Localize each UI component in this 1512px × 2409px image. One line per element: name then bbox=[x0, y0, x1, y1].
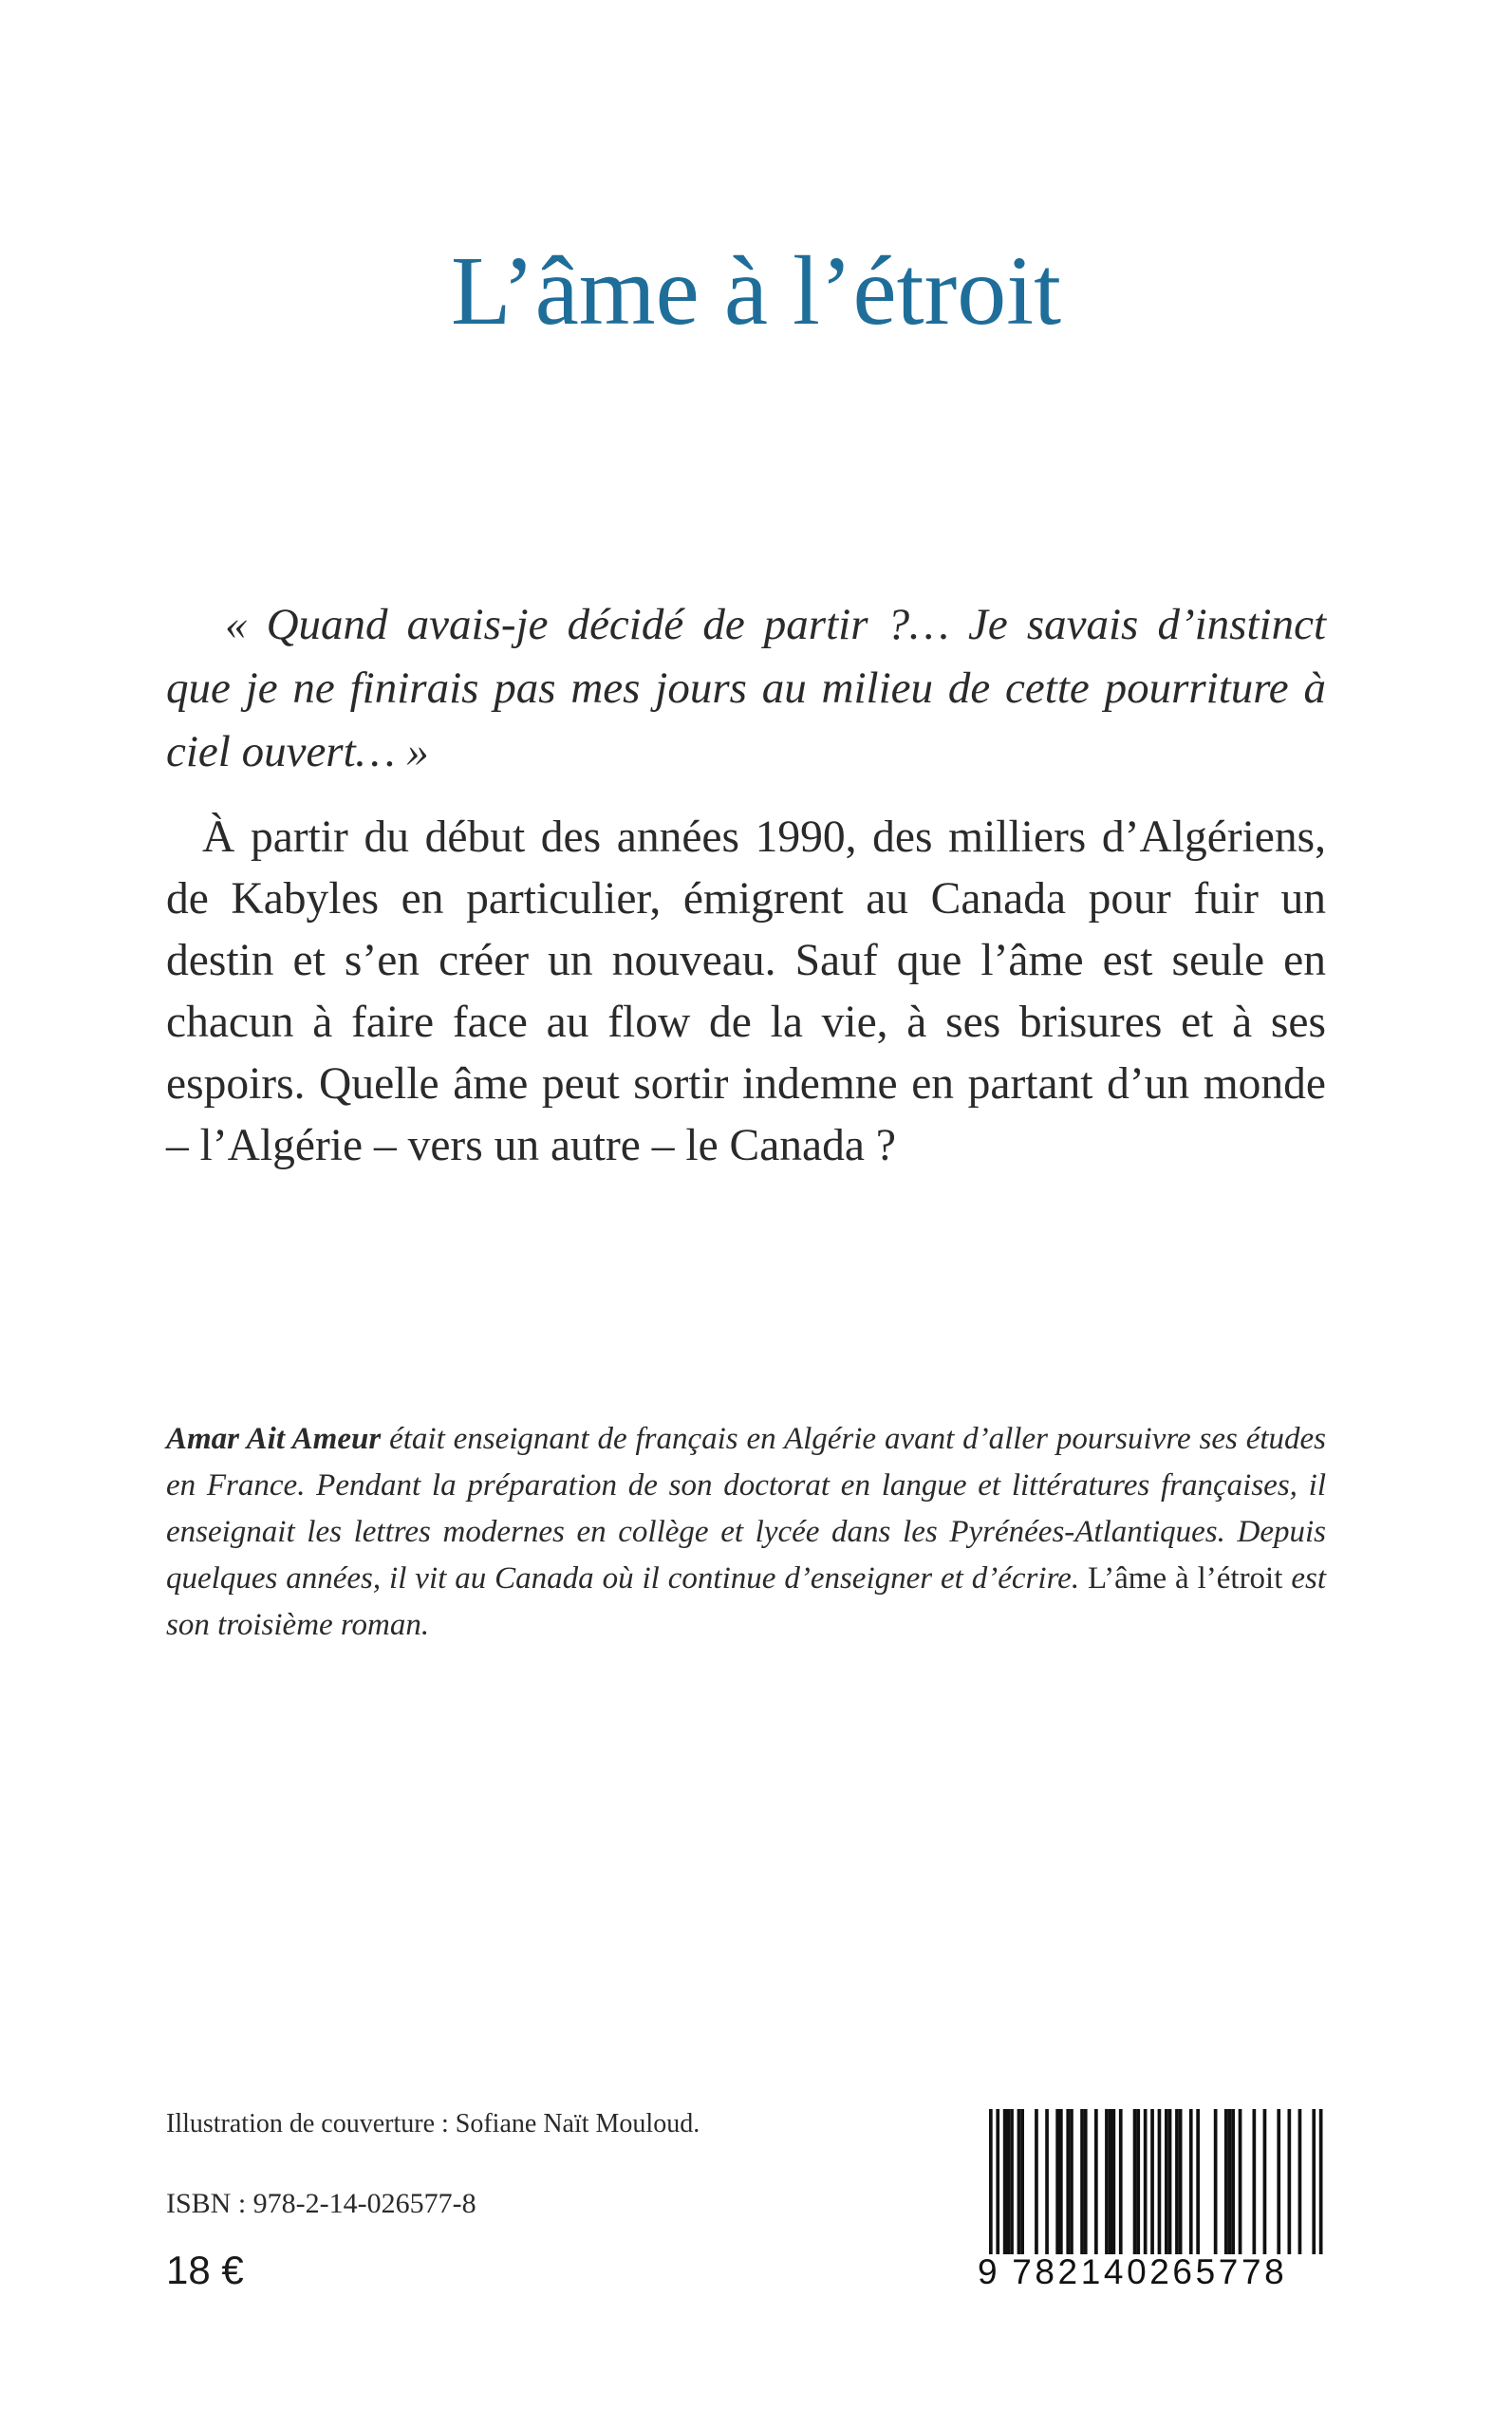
barcode-bar bbox=[1144, 2109, 1148, 2266]
barcode-bar bbox=[1214, 2109, 1218, 2266]
barcode-bar bbox=[1070, 2109, 1073, 2266]
barcode-bar bbox=[1109, 2109, 1112, 2266]
barcode-bar bbox=[1003, 2109, 1007, 2266]
barcode-bar bbox=[1010, 2109, 1014, 2266]
barcode-bar bbox=[1066, 2109, 1070, 2266]
barcode-bar bbox=[1084, 2109, 1088, 2266]
summary: À partir du début des années 1990, des milliers d’Algériens, de Kabyles en particulier, émigrent au Canada pour fuir un destin et s’en créer un nouveau. Sauf que l’âme est seule en chacun à faire face au flow de la vie, à ses brisures et à ses espoirs. Quelle âme peut sortir indemne en partant d’un monde – l’Algérie – vers un autre – le Canada ? bbox=[166, 812, 1326, 1170]
bio-text-1: était enseignant de français en Algérie avant d’aller poursuivre ses études en France. Pendant la préparation de son doctorat en langue et littératures françaises, il enseignait les lettres modernes en collège et lycée dans les Pyrénées-Atlantiques. Depuis quelques années, il vit au Canada où il continue d’enseigner et d’écrire. bbox=[166, 1422, 1326, 1596]
barcode-bar bbox=[1196, 2109, 1200, 2266]
barcode-digits bbox=[968, 2254, 1334, 2289]
barcode-bar bbox=[1231, 2109, 1235, 2266]
barcode-bar bbox=[1298, 2109, 1302, 2266]
barcode-bar bbox=[1119, 2109, 1123, 2266]
barcode-first-digit: 9 bbox=[978, 2252, 1001, 2291]
isbn: ISBN : 978-2-14-026577-8 bbox=[166, 2188, 476, 2219]
barcode-bar bbox=[1094, 2109, 1098, 2266]
bio-text-2: est son troisième roman. bbox=[166, 1561, 1326, 1642]
author-bio bbox=[166, 1416, 1326, 1649]
book-title: L’âme à l’étroit bbox=[451, 236, 1061, 345]
barcode-bar bbox=[1136, 2109, 1140, 2266]
barcode-bar bbox=[1263, 2109, 1267, 2266]
barcode-bar bbox=[1277, 2109, 1280, 2266]
barcode-bar bbox=[1288, 2109, 1292, 2266]
barcode-bar bbox=[1179, 2109, 1183, 2266]
barcode-bar bbox=[1105, 2109, 1109, 2266]
quote: « Quand avais-je décidé de partir ?… Je savais d’instinct que je ne finirais pas mes jours au milieu de cette pourriture à ciel ouvert… » bbox=[166, 600, 1326, 776]
barcode-bar bbox=[1189, 2109, 1193, 2266]
barcode-bar bbox=[1168, 2109, 1172, 2266]
barcode-bar bbox=[1017, 2109, 1021, 2266]
author-name: Amar Ait Ameur bbox=[166, 1422, 382, 1456]
barcode-bar bbox=[1133, 2109, 1137, 2266]
barcode-bar bbox=[1055, 2109, 1059, 2266]
barcode-bar bbox=[1035, 2109, 1038, 2266]
barcode-bar bbox=[1020, 2109, 1024, 2266]
illustration-credit: Illustration de couverture : Sofiane Naït Mouloud. bbox=[166, 2109, 700, 2138]
barcode-bar bbox=[1228, 2109, 1232, 2266]
barcode-bar bbox=[1059, 2109, 1063, 2266]
barcode-bar bbox=[1224, 2109, 1228, 2266]
barcode-bar bbox=[1175, 2109, 1179, 2266]
barcode-bar bbox=[1112, 2109, 1116, 2266]
barcode-bar bbox=[1080, 2109, 1084, 2266]
bio-book-title: L’âme à l’étroit bbox=[1088, 1561, 1283, 1596]
barcode-bar bbox=[1045, 2109, 1049, 2266]
barcode-bar bbox=[1239, 2109, 1242, 2266]
price: 18 € bbox=[166, 2248, 244, 2292]
barcode-bar bbox=[1253, 2109, 1257, 2266]
barcode-bar bbox=[1165, 2109, 1168, 2266]
barcode-number: 782140265778 bbox=[1012, 2252, 1288, 2291]
barcode-bar bbox=[1007, 2109, 1011, 2266]
